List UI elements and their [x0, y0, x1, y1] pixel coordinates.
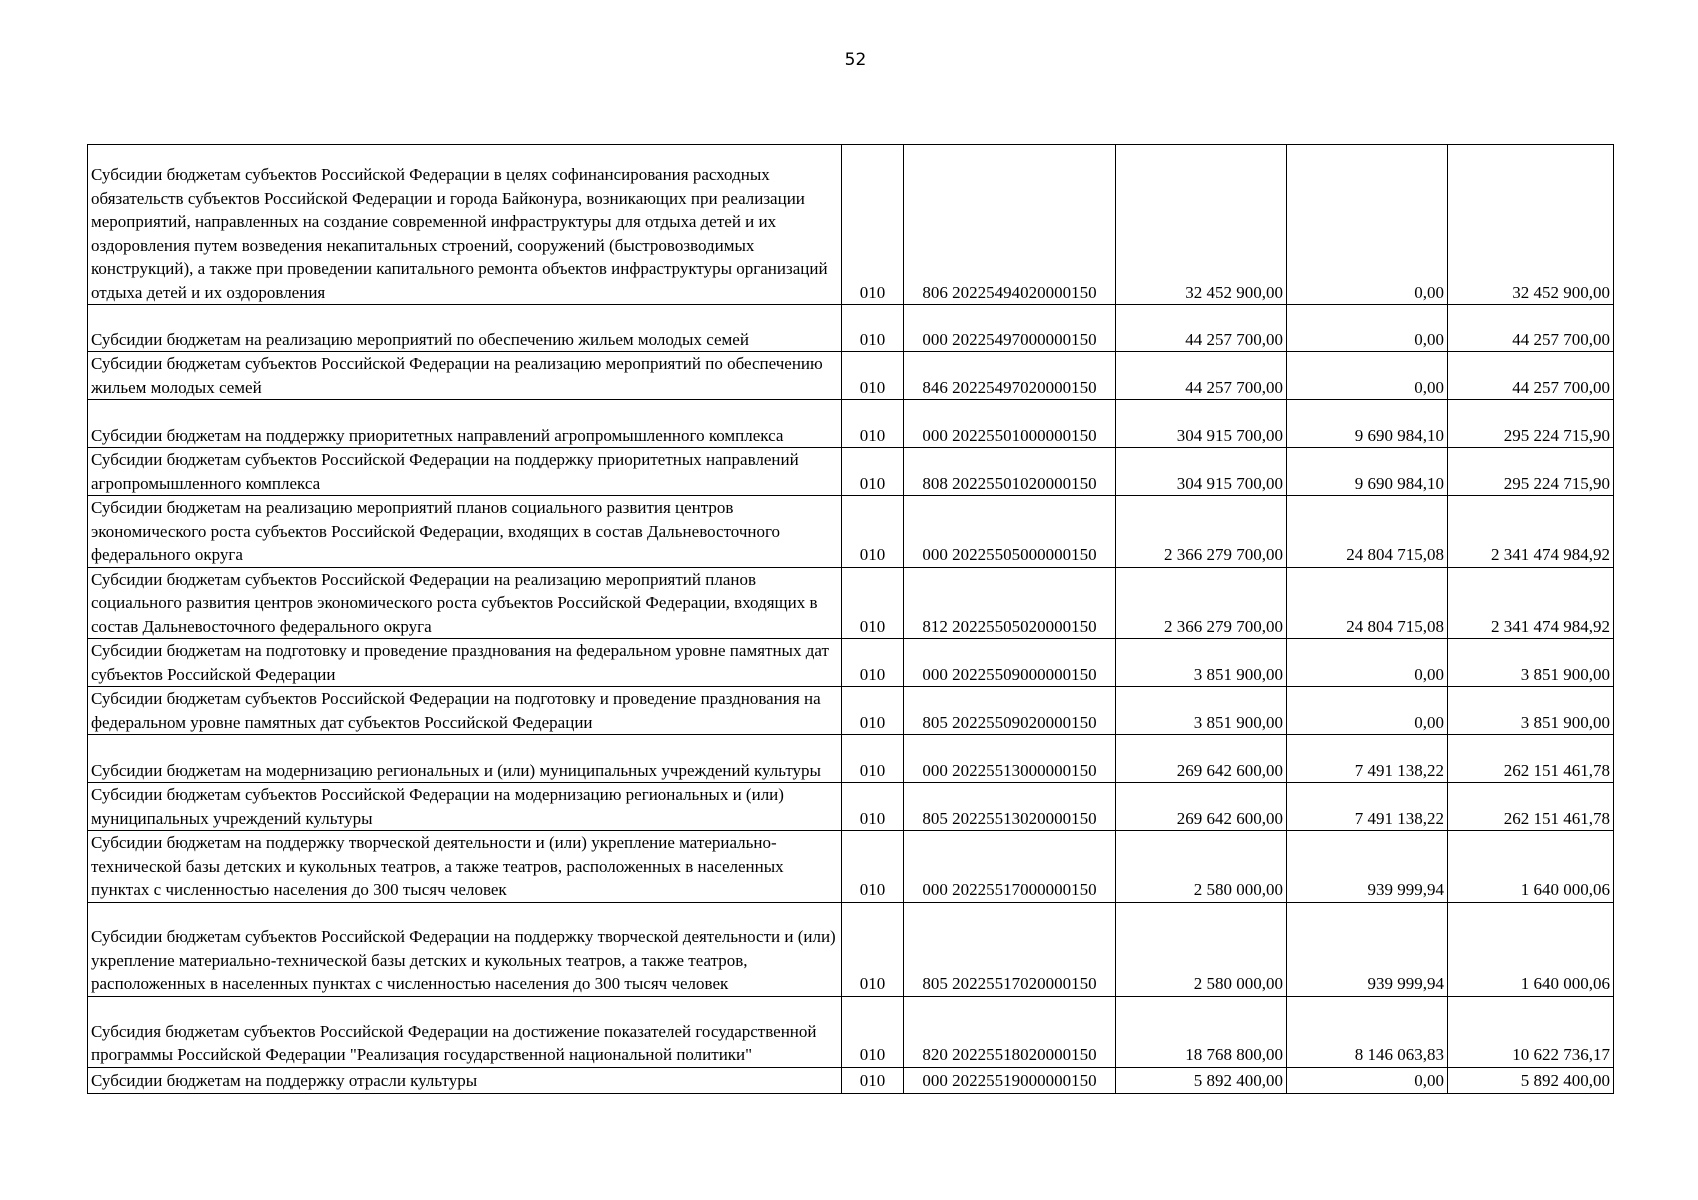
row-approved: 18 768 800,00 — [1116, 996, 1287, 1067]
row-kbk: 000 20225505000000150 — [904, 496, 1116, 568]
row-executed: 24 804 715,08 — [1287, 496, 1448, 568]
row-kbk: 000 20225497000000150 — [904, 305, 1116, 352]
table-row — [88, 902, 1614, 996]
row-code: 010 — [842, 496, 904, 568]
row-executed: 939 999,94 — [1287, 831, 1448, 903]
row-executed: 9 690 984,10 — [1287, 448, 1448, 496]
row-kbk: 806 20225494020000150 — [904, 145, 1116, 305]
row-code: 010 — [842, 352, 904, 400]
row-kbk: 820 20225518020000150 — [904, 996, 1116, 1067]
row-name: Субсидии бюджетам на реализацию мероприятий по обеспечению жильем молодых семей — [88, 305, 842, 352]
row-executed: 0,00 — [1287, 1067, 1448, 1093]
row-kbk: 000 20225519000000150 — [904, 1067, 1116, 1093]
row-code: 010 — [842, 687, 904, 735]
row-code: 010 — [842, 305, 904, 352]
row-code: 010 — [842, 448, 904, 496]
table-row — [88, 831, 1614, 903]
row-code: 010 — [842, 1067, 904, 1093]
row-remaining: 32 452 900,00 — [1448, 145, 1614, 305]
row-approved: 304 915 700,00 — [1116, 448, 1287, 496]
table-row — [88, 448, 1614, 496]
budget-table — [87, 144, 1614, 1094]
row-name: Субсидии бюджетам субъектов Российской Федерации в целях софинансирования расходных обязательств субъектов Российской Федерации и города Байконура, возникающих при реализации мероприятий, направленных на создание современной инфраструктуры для отдыха детей и их оздоровления путем возведения некапитальных строений, сооружений (быстровозводимых конструкций), а также при проведении капитального ремонта объектов инфраструктуры организаций отдыха детей и их оздоровления — [88, 145, 842, 305]
row-kbk: 805 20225517020000150 — [904, 902, 1116, 996]
row-executed: 9 690 984,10 — [1287, 400, 1448, 448]
table-row — [88, 735, 1614, 783]
row-approved: 2 580 000,00 — [1116, 831, 1287, 903]
row-remaining: 10 622 736,17 — [1448, 996, 1614, 1067]
row-name: Субсидии бюджетам субъектов Российской Федерации на поддержку творческой деятельности и (или) укрепление материально-технической базы детских и кукольных театров, а также театров, расположенных в населенных пунктах с численностью населения до 300 тысяч человек — [88, 902, 842, 996]
row-remaining: 295 224 715,90 — [1448, 400, 1614, 448]
row-executed: 7 491 138,22 — [1287, 735, 1448, 783]
row-name: Субсидии бюджетам на подготовку и проведение празднования на федеральном уровне памятных дат субъектов Российской Федерации — [88, 639, 842, 687]
row-name: Субсидии бюджетам субъектов Российской Федерации на модернизацию региональных и (или) муниципальных учреждений культуры — [88, 783, 842, 831]
row-remaining: 44 257 700,00 — [1448, 352, 1614, 400]
row-name: Субсидии бюджетам на поддержку отрасли культуры — [88, 1067, 842, 1093]
table-row — [88, 145, 1614, 305]
row-kbk: 805 20225513020000150 — [904, 783, 1116, 831]
row-kbk: 000 20225501000000150 — [904, 400, 1116, 448]
row-remaining: 2 341 474 984,92 — [1448, 496, 1614, 568]
row-kbk: 812 20225505020000150 — [904, 567, 1116, 639]
row-approved: 5 892 400,00 — [1116, 1067, 1287, 1093]
row-remaining: 3 851 900,00 — [1448, 639, 1614, 687]
row-kbk: 000 20225517000000150 — [904, 831, 1116, 903]
row-executed: 8 146 063,83 — [1287, 996, 1448, 1067]
row-remaining: 2 341 474 984,92 — [1448, 567, 1614, 639]
row-name: Субсидии бюджетам субъектов Российской Федерации на подготовку и проведение празднования на федеральном уровне памятных дат субъектов Российской Федерации — [88, 687, 842, 735]
row-executed: 0,00 — [1287, 352, 1448, 400]
row-approved: 2 366 279 700,00 — [1116, 567, 1287, 639]
row-approved: 2 366 279 700,00 — [1116, 496, 1287, 568]
row-remaining: 1 640 000,06 — [1448, 902, 1614, 996]
row-kbk: 805 20225509020000150 — [904, 687, 1116, 735]
row-name: Субсидии бюджетам субъектов Российской Федерации на реализацию мероприятий планов социального развития центров экономического роста субъектов Российской Федерации, входящих в состав Дальневосточного федерального округа — [88, 567, 842, 639]
row-approved: 269 642 600,00 — [1116, 735, 1287, 783]
table-row — [88, 567, 1614, 639]
row-code: 010 — [842, 400, 904, 448]
row-code: 010 — [842, 567, 904, 639]
row-executed: 0,00 — [1287, 145, 1448, 305]
table-row — [88, 687, 1614, 735]
row-kbk: 808 20225501020000150 — [904, 448, 1116, 496]
row-executed: 0,00 — [1287, 639, 1448, 687]
table-row — [88, 305, 1614, 352]
row-code: 010 — [842, 145, 904, 305]
row-name: Субсидии бюджетам на поддержку творческой деятельности и (или) укрепление материально-технической базы детских и кукольных театров, а также театров, расположенных в населенных пунктах с численностью населения до 300 тысяч человек — [88, 831, 842, 903]
row-approved: 2 580 000,00 — [1116, 902, 1287, 996]
row-approved: 304 915 700,00 — [1116, 400, 1287, 448]
table-row — [88, 496, 1614, 568]
row-remaining: 262 151 461,78 — [1448, 735, 1614, 783]
row-approved: 3 851 900,00 — [1116, 639, 1287, 687]
row-approved: 269 642 600,00 — [1116, 783, 1287, 831]
row-name: Субсидия бюджетам субъектов Российской Федерации на достижение показателей государственной программы Российской Федерации "Реализация государственной национальной политики" — [88, 996, 842, 1067]
row-code: 010 — [842, 831, 904, 903]
row-code: 010 — [842, 902, 904, 996]
row-kbk: 000 20225509000000150 — [904, 639, 1116, 687]
row-remaining: 3 851 900,00 — [1448, 687, 1614, 735]
row-executed: 7 491 138,22 — [1287, 783, 1448, 831]
row-code: 010 — [842, 783, 904, 831]
table-row — [88, 1067, 1614, 1093]
row-kbk: 846 20225497020000150 — [904, 352, 1116, 400]
row-executed: 0,00 — [1287, 305, 1448, 352]
table-row — [88, 400, 1614, 448]
row-remaining: 44 257 700,00 — [1448, 305, 1614, 352]
row-remaining: 1 640 000,06 — [1448, 831, 1614, 903]
table-row — [88, 352, 1614, 400]
row-name: Субсидии бюджетам субъектов Российской Федерации на поддержку приоритетных направлений агропромышленного комплекса — [88, 448, 842, 496]
row-name: Субсидии бюджетам на реализацию мероприятий планов социального развития центров экономического роста субъектов Российской Федерации, входящих в состав Дальневосточного федерального округа — [88, 496, 842, 568]
row-approved: 44 257 700,00 — [1116, 305, 1287, 352]
row-executed: 0,00 — [1287, 687, 1448, 735]
row-name: Субсидии бюджетам на поддержку приоритетных направлений агропромышленного комплекса — [88, 400, 842, 448]
row-approved: 32 452 900,00 — [1116, 145, 1287, 305]
row-executed: 939 999,94 — [1287, 902, 1448, 996]
row-name: Субсидии бюджетам на модернизацию региональных и (или) муниципальных учреждений культуры — [88, 735, 842, 783]
row-remaining: 262 151 461,78 — [1448, 783, 1614, 831]
row-remaining: 295 224 715,90 — [1448, 448, 1614, 496]
row-executed: 24 804 715,08 — [1287, 567, 1448, 639]
table-row — [88, 996, 1614, 1067]
row-name: Субсидии бюджетам субъектов Российской Федерации на реализацию мероприятий по обеспечению жильем молодых семей — [88, 352, 842, 400]
row-approved: 3 851 900,00 — [1116, 687, 1287, 735]
row-remaining: 5 892 400,00 — [1448, 1067, 1614, 1093]
row-approved: 44 257 700,00 — [1116, 352, 1287, 400]
row-code: 010 — [842, 735, 904, 783]
table-row — [88, 783, 1614, 831]
page-number: 52 — [844, 50, 867, 70]
row-kbk: 000 20225513000000150 — [904, 735, 1116, 783]
row-code: 010 — [842, 996, 904, 1067]
row-code: 010 — [842, 639, 904, 687]
table-row — [88, 639, 1614, 687]
